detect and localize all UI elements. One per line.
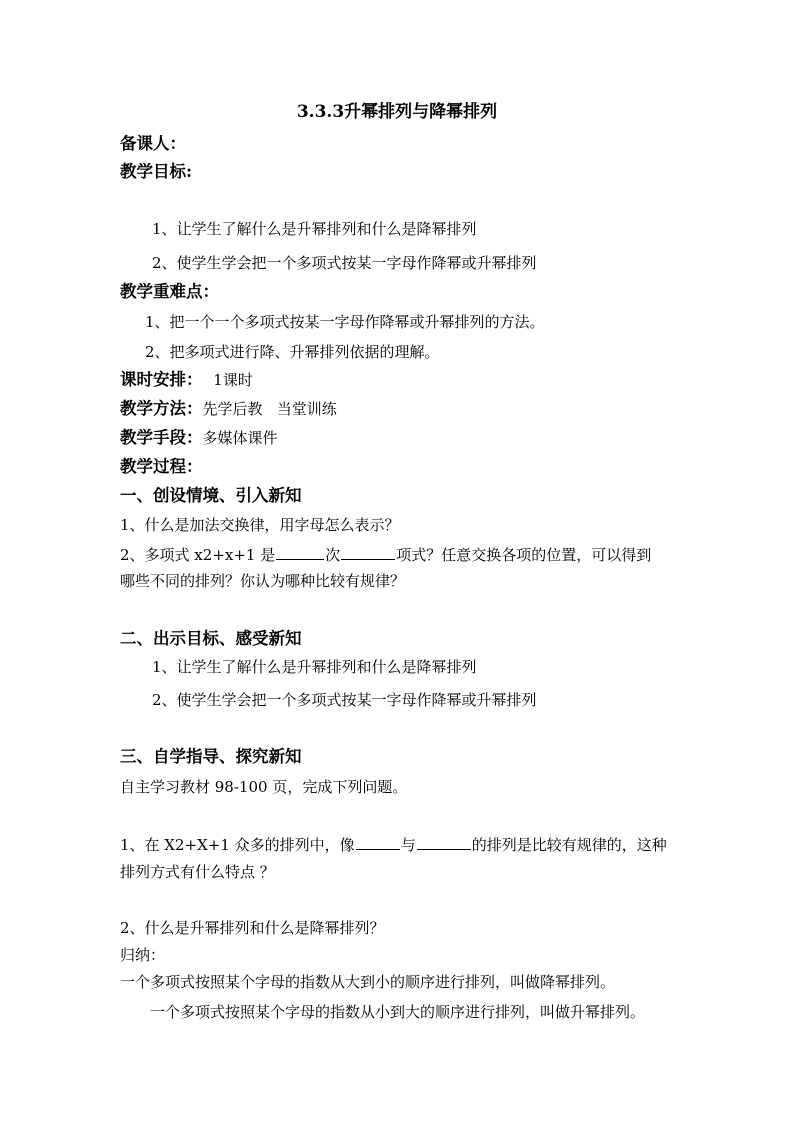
section3-question-2: 2、什么是升幂排列和什么是降幂排列？ [120, 919, 385, 937]
schedule-row [120, 370, 253, 390]
schedule-label: 课时安排： [120, 370, 203, 389]
key-point-item-2: 2、把多项式进行降、升幂排列依据的理解。 [145, 343, 440, 361]
means-label: 教学手段： [120, 428, 203, 447]
answer-blank-1 [356, 834, 400, 850]
method-value: 先学后教 当堂训练 [202, 400, 337, 418]
method-row [120, 399, 337, 419]
schedule-value: 1课时 [213, 371, 253, 389]
means-value: 多媒体课件 [202, 429, 278, 447]
section2-item-1: 1、让学生了解什么是升幂排列和什么是降幂排列 [152, 658, 477, 676]
section1-heading: 一、创设情境、引入新知 [120, 486, 302, 505]
section3-intro: 自主学习教材 98-100 页，完成下列问题。 [120, 778, 408, 796]
answer-blank-terms [341, 544, 395, 560]
answer-blank-2 [417, 834, 471, 850]
method-label: 教学方法： [120, 399, 203, 418]
section3-heading: 三、自学指导、探究新知 [120, 747, 302, 766]
objective-item-2: 2、使学生学会把一个多项式按某一字母作降幂或升幂排列 [152, 254, 537, 272]
s3-question-1-text-c: 的排列是比较有规律的，这种 [471, 836, 667, 854]
key-point-item-1: 1、把一个一个多项式按某一字母作降幂或升幂排列的方法。 [145, 313, 545, 331]
definition-descending: 一个多项式按照某个字母的指数从大到小的顺序进行排列，叫做降幂排列。 [120, 973, 616, 991]
s3-question-1-text-a: 1、在 X2+X+1 众多的排列中，像 [120, 836, 355, 854]
section3-question-1 [120, 834, 667, 855]
section2-item-2: 2、使学生学会把一个多项式按某一字母作降幂或升幂排列 [152, 691, 537, 709]
question-2-text-c: 项式？任意交换各项的位置，可以得到 [396, 546, 652, 564]
key-points-heading: 教学重难点： [120, 282, 219, 301]
section1-question-2 [120, 544, 651, 565]
objectives-heading: 教学目标: [120, 162, 193, 181]
section1-question-2-cont: 哪些不同的排列？你认为哪种比较有规律？ [120, 572, 406, 590]
question-2-text-a: 2、多项式 x2+x+1 是 [120, 546, 276, 564]
section3-question-1-cont: 排列方式有什么特点 ？ [120, 863, 275, 881]
summary-label: 归纳： [120, 946, 166, 964]
means-row [120, 428, 278, 448]
question-2-text-b: 次 [325, 546, 341, 564]
objective-item-1: 1、让学生了解什么是升幂排列和什么是降幂排列 [152, 220, 477, 238]
section2-heading: 二、出示目标、感受新知 [120, 629, 302, 648]
section1-question-1: 1、什么是加法交换律，用字母怎么表示？ [120, 516, 400, 534]
definition-ascending: 一个多项式按照某个字母的指数从小到大的顺序进行排列，叫做升幂排列。 [150, 1003, 646, 1021]
preparer-label: 备课人： [120, 134, 186, 153]
document-title: 3.3.3升幂排列与降幂排列 [296, 102, 498, 122]
s3-question-1-text-b: 与 [400, 836, 416, 854]
process-heading: 教学过程： [120, 457, 203, 476]
answer-blank-degree [276, 544, 324, 560]
